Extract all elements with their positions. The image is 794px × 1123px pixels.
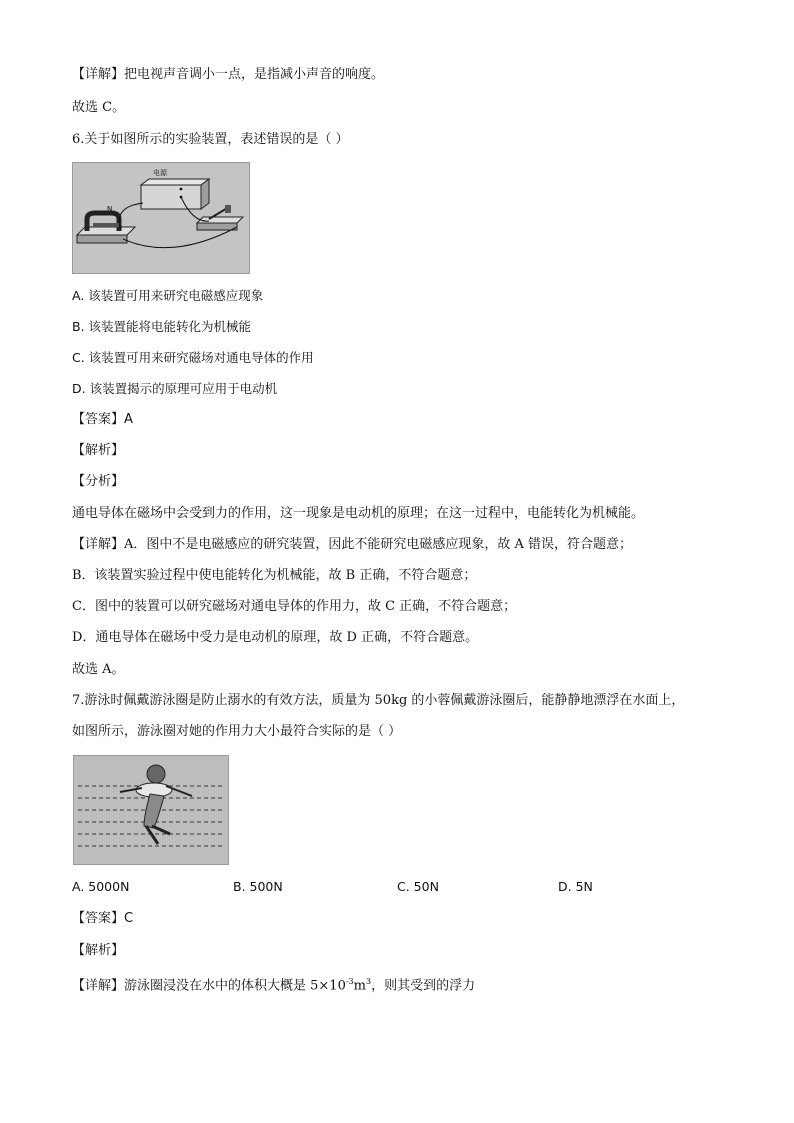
question-7-stem-1: 7.游泳时佩戴游泳圈是防止溺水的有效方法，质量为 50kg 的小蓉佩戴游泳圈后，能静静地漂浮在水面上， [72, 693, 685, 708]
detail-7-unit: m [353, 978, 366, 994]
swimmer-figure [73, 755, 229, 865]
detail-6b: B．该装置实验过程中使电能转化为机械能，故 B 正确，不符合题意； [72, 568, 477, 583]
experiment-apparatus-figure [72, 162, 250, 274]
option-6d: D. 该装置揭示的原理可应用于电动机 [72, 381, 278, 396]
option-7b: B. 500N [233, 879, 283, 894]
pole-label: N [107, 205, 113, 213]
detail-7-exp: -3 [345, 977, 354, 986]
detail-7-exp2: 3 [365, 977, 372, 986]
option-6a: A. 该装置可用来研究电磁感应现象 [72, 288, 264, 303]
choice-line-q6: 故选 A。 [72, 662, 125, 677]
option-7a: A. 5000N [72, 879, 130, 894]
option-6c: C. 该装置可用来研究磁场对通电导体的作用 [72, 350, 314, 365]
answer-7: 【答案】C [72, 911, 134, 926]
detail-7 [72, 973, 475, 995]
detail-7-suffix: ，则其受到的浮力 [371, 978, 476, 994]
option-6b: B. 该装置能将电能转化为机械能 [72, 319, 252, 334]
choice-line-q5: 故选 C。 [72, 100, 126, 115]
analysis-7: 【解析】 [72, 943, 125, 958]
swimmer-drawing [74, 756, 228, 864]
detail-7-prefix: 【详解】游泳圈浸没在水中的体积大概是 5×10 [72, 978, 346, 994]
apparatus-drawing [73, 163, 249, 273]
detail-6d: D．通电导体在磁场中受力是电动机的原理，故 D 正确，不符合题意。 [72, 630, 479, 645]
power-label: 电源 [153, 169, 167, 177]
analysis-heading-6: 【分析】 [72, 474, 125, 489]
detail-6c: C．图中的装置可以研究磁场对通电导体的作用力，故 C 正确，不符合题意； [72, 599, 517, 614]
question-6-stem: 6.关于如图所示的实验装置，表述错误的是（ ） [72, 132, 349, 147]
detail-line-q5: 【详解】把电视声音调小一点，是指减小声音的响度。 [72, 67, 385, 82]
question-7-stem-2: 如图所示，游泳圈对她的作用力大小最符合实际的是（ ） [72, 724, 402, 739]
answer-6: 【答案】A [72, 412, 133, 427]
analysis-6: 【解析】 [72, 443, 125, 458]
option-7c: C. 50N [397, 879, 439, 894]
option-7d: D. 5N [558, 879, 593, 894]
analysis-text-6: 通电导体在磁场中会受到力的作用，这一现象是电动机的原理；在这一过程中，电能转化为机械能。 [72, 506, 645, 521]
question-7-options [72, 879, 712, 897]
detail-6a: 【详解】A．图中不是电磁感应的研究装置，因此不能研究电磁感应现象，故 A 错误，符合题意； [72, 537, 633, 552]
